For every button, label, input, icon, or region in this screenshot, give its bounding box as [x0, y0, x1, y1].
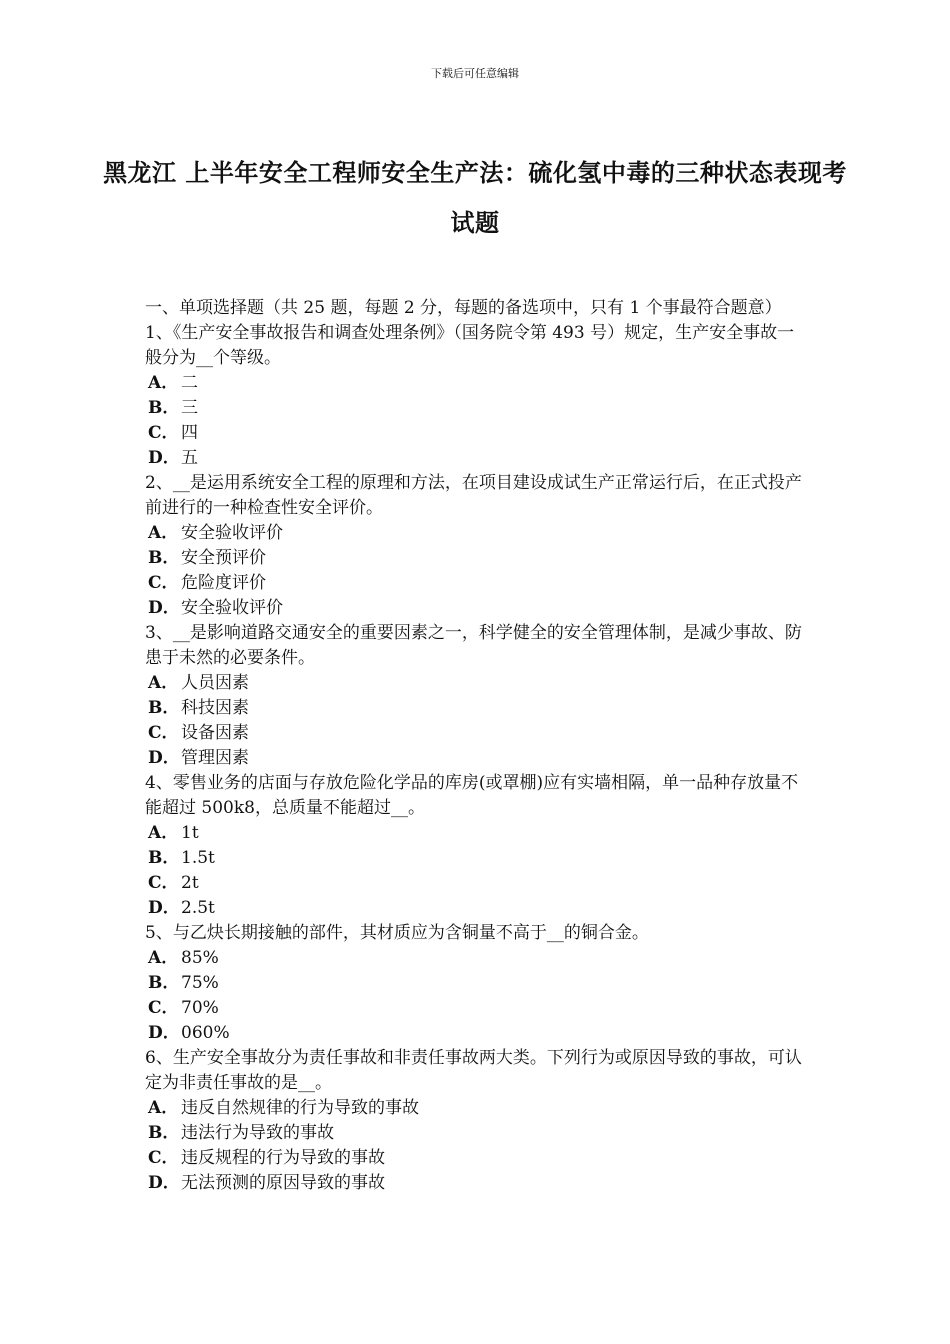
- option-text: 060%: [181, 1023, 230, 1043]
- option-letter: D．: [148, 748, 180, 768]
- option-text: 五: [181, 448, 198, 468]
- exam-content: [145, 296, 810, 1196]
- option-text: 75%: [181, 973, 219, 993]
- option-letter: C．: [148, 873, 179, 893]
- option-text: 科技因素: [181, 698, 249, 718]
- option-text: 1t: [181, 823, 199, 843]
- option-letter: A．: [148, 823, 179, 843]
- option-c: [145, 996, 810, 1021]
- option-c: [145, 421, 810, 446]
- option-b: [145, 971, 810, 996]
- option-text: 人员因素: [181, 673, 249, 693]
- option-letter: C．: [148, 998, 179, 1018]
- option-b: [145, 846, 810, 871]
- option-c: [145, 1146, 810, 1171]
- question-stem: 2、__是运用系统安全工程的原理和方法，在项目建设成试生产正常运行后，在正式投产前进行的一种检查性安全评价。: [145, 473, 802, 518]
- option-text: 安全验收评价: [181, 598, 283, 618]
- option-letter: B．: [148, 398, 180, 418]
- question-stem: 6、生产安全事故分为责任事故和非责任事故两大类。下列行为或原因导致的事故，可认定为非责任事故的是__。: [145, 1048, 802, 1093]
- question-stem: 4、零售业务的店面与存放危险化学品的库房(或罩棚)应有实墙相隔，单一品种存放量不能超过 500k8，总质量不能超过__。: [145, 773, 799, 818]
- option-c: [145, 721, 810, 746]
- option-letter: A．: [148, 523, 179, 543]
- option-c: [145, 871, 810, 896]
- question-4: [145, 771, 810, 921]
- option-text: 70%: [181, 998, 219, 1018]
- question-3: [145, 621, 810, 771]
- option-d: [145, 446, 810, 471]
- option-text: 违法行为导致的事故: [181, 1123, 334, 1143]
- option-text: 管理因素: [181, 748, 249, 768]
- option-text: 安全预评价: [181, 548, 266, 568]
- option-letter: C．: [148, 423, 179, 443]
- option-letter: D．: [148, 598, 180, 618]
- option-text: 1.5t: [181, 848, 215, 868]
- question-list: [145, 321, 810, 1196]
- question-stem: 3、__是影响道路交通安全的重要因素之一，科学健全的安全管理体制，是减少事故、防患于未然的必要条件。: [145, 623, 802, 668]
- option-a: [145, 1096, 810, 1121]
- option-a: [145, 521, 810, 546]
- option-letter: A．: [148, 1098, 179, 1118]
- section-heading: 一、单项选择题（共 25 题，每题 2 分，每题的备选项中，只有 1 个事最符合题意）: [145, 298, 782, 318]
- option-text: 违反规程的行为导致的事故: [181, 1148, 385, 1168]
- option-d: [145, 1021, 810, 1046]
- option-text: 2.5t: [181, 898, 215, 918]
- option-text: 安全验收评价: [181, 523, 283, 543]
- option-b: [145, 696, 810, 721]
- option-a: [145, 821, 810, 846]
- option-text: 无法预测的原因导致的事故: [181, 1173, 385, 1193]
- option-d: [145, 896, 810, 921]
- option-b: [145, 546, 810, 571]
- option-a: [145, 671, 810, 696]
- option-letter: B．: [148, 698, 180, 718]
- question-5: [145, 921, 810, 1046]
- option-letter: A．: [148, 673, 179, 693]
- option-d: [145, 746, 810, 771]
- option-letter: C．: [148, 723, 179, 743]
- option-text: 2t: [181, 873, 199, 893]
- option-text: 四: [181, 423, 198, 443]
- question-2: [145, 471, 810, 621]
- option-letter: A．: [148, 948, 179, 968]
- option-text: 危险度评价: [181, 573, 266, 593]
- question-stem: 5、与乙炔长期接触的部件，其材质应为含铜量不高于__的铜合金。: [145, 923, 649, 943]
- option-d: [145, 1171, 810, 1196]
- option-letter: B．: [148, 973, 180, 993]
- option-letter: B．: [148, 1123, 180, 1143]
- option-letter: D．: [148, 898, 180, 918]
- option-c: [145, 571, 810, 596]
- option-letter: C．: [148, 573, 179, 593]
- option-letter: B．: [148, 548, 180, 568]
- option-a: [145, 946, 810, 971]
- option-text: 违反自然规律的行为导致的事故: [181, 1098, 419, 1118]
- option-letter: A．: [148, 373, 179, 393]
- question-stem: 1、《生产安全事故报告和调查处理条例》（国务院令第 493 号）规定，生产安全事故一般分为__个等级。: [145, 323, 795, 368]
- option-letter: D．: [148, 448, 180, 468]
- header-note: 下载后可任意编辑: [431, 67, 519, 80]
- option-letter: D．: [148, 1023, 180, 1043]
- option-text: 设备因素: [181, 723, 249, 743]
- option-b: [145, 396, 810, 421]
- option-a: [145, 371, 810, 396]
- option-letter: C．: [148, 1148, 179, 1168]
- option-text: 三: [181, 398, 198, 418]
- option-d: [145, 596, 810, 621]
- option-text: 二: [181, 373, 198, 393]
- option-text: 85%: [181, 948, 219, 968]
- question-6: [145, 1046, 810, 1196]
- question-1: [145, 321, 810, 471]
- option-letter: D．: [148, 1173, 180, 1193]
- option-letter: B．: [148, 848, 180, 868]
- option-b: [145, 1121, 810, 1146]
- document-title: 黑龙江 上半年安全工程师安全生产法：硫化氢中毒的三种状态表现考试题: [103, 158, 847, 237]
